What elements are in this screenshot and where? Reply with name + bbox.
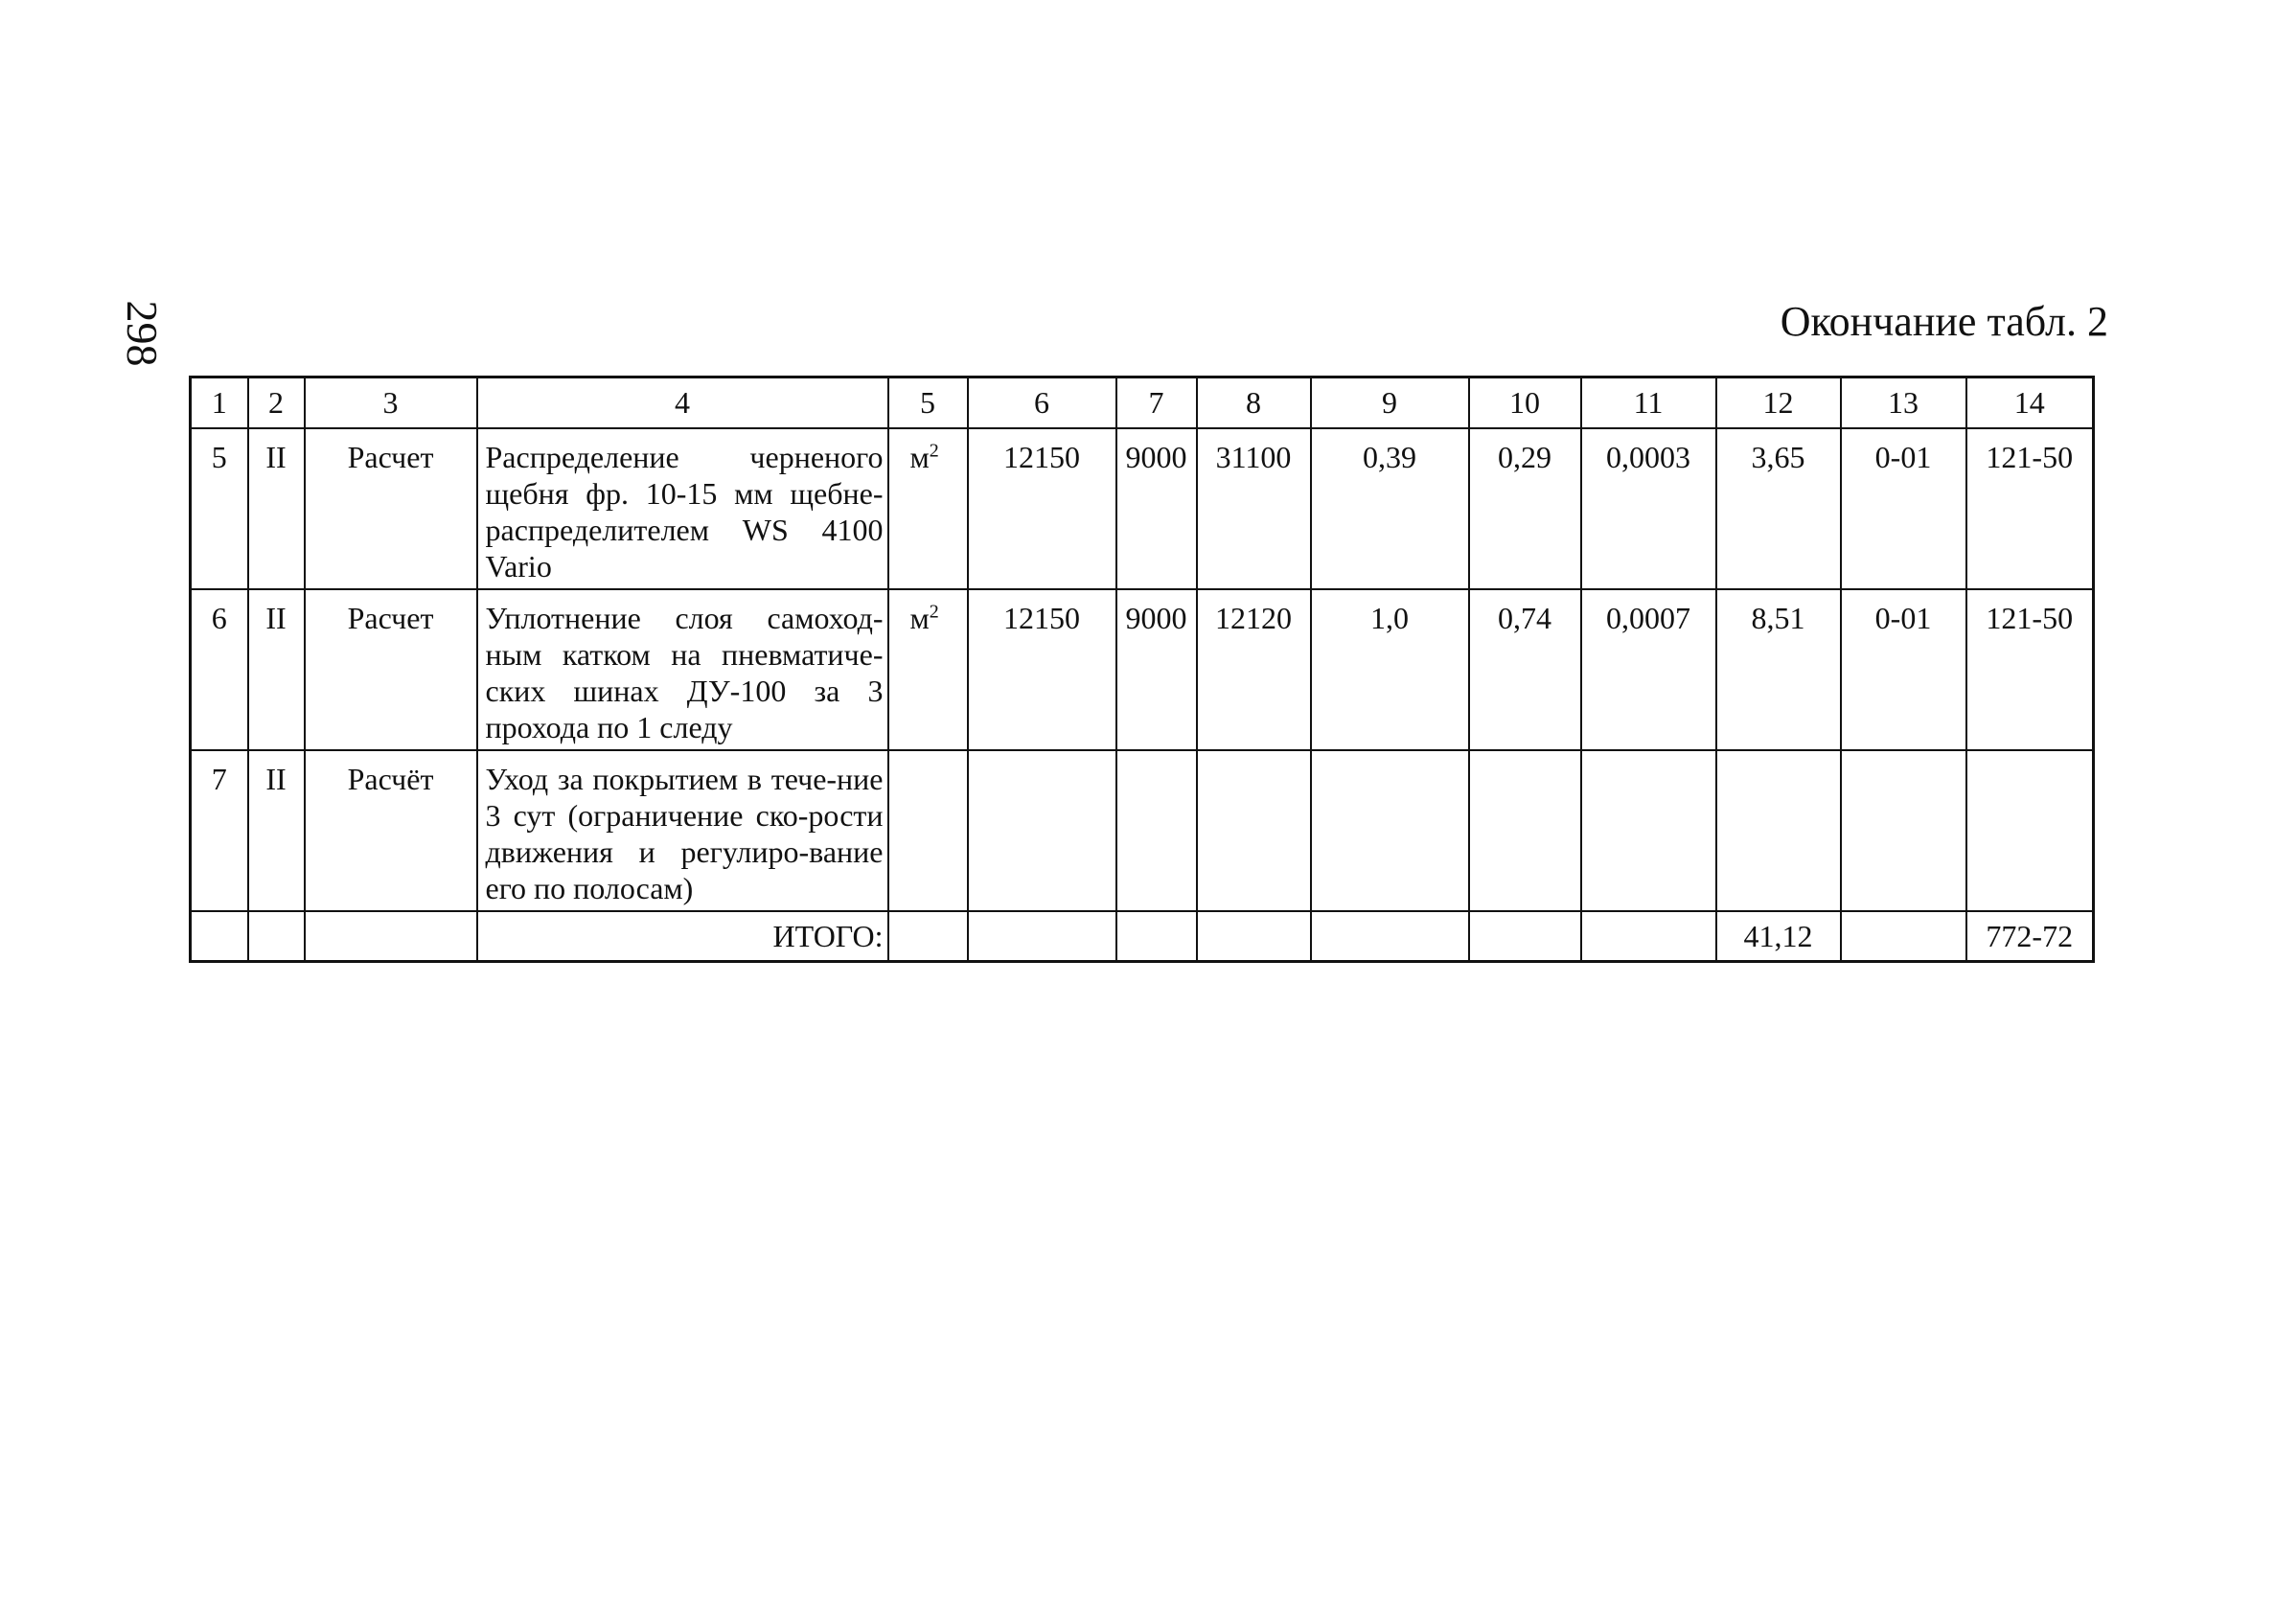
category-cell: II: [248, 750, 305, 911]
method-cell: Расчет: [305, 428, 477, 589]
header-cell: 9: [1311, 377, 1469, 428]
empty-cell: [1581, 911, 1716, 962]
header-cell: 3: [305, 377, 477, 428]
table-caption: Окончание табл. 2: [1780, 298, 2108, 345]
unit-cell: [888, 589, 968, 750]
unit-cell: [888, 750, 968, 911]
value-cell: 121-50: [1966, 428, 2094, 589]
category-cell: II: [248, 589, 305, 750]
value-cell: [1197, 750, 1311, 911]
value-cell: 0,74: [1469, 589, 1581, 750]
header-cell: 7: [1116, 377, 1197, 428]
header-cell: 5: [888, 377, 968, 428]
table-row: [191, 589, 2094, 750]
value-cell: [1841, 750, 1966, 911]
value-cell: [968, 750, 1116, 911]
value-cell: 0,39: [1311, 428, 1469, 589]
empty-cell: [968, 911, 1116, 962]
value-cell: 12120: [1197, 589, 1311, 750]
unit-cell: [888, 428, 968, 589]
total-label: ИТОГО:: [477, 911, 888, 962]
header-cell: 13: [1841, 377, 1966, 428]
total-row: [191, 911, 2094, 962]
method-cell: Расчёт: [305, 750, 477, 911]
value-cell: 31100: [1197, 428, 1311, 589]
value-cell: [1469, 750, 1581, 911]
unit-base: м: [909, 600, 930, 635]
value-cell: 0-01: [1841, 428, 1966, 589]
description-cell: Уход за покрытием в тече-ние 3 сут (ограничение ско-рости движения и регулиро-вание его по полосам): [477, 750, 888, 911]
header-cell: 8: [1197, 377, 1311, 428]
page-number: 298: [118, 300, 167, 367]
value-cell: 0,0003: [1581, 428, 1716, 589]
table-header-row: [191, 377, 2094, 428]
value-cell: [1581, 750, 1716, 911]
header-cell: 12: [1716, 377, 1841, 428]
empty-cell: [305, 911, 477, 962]
value-cell: [1716, 750, 1841, 911]
value-cell: 3,65: [1716, 428, 1841, 589]
header-cell: 6: [968, 377, 1116, 428]
row-number: 5: [191, 428, 248, 589]
row-number: 6: [191, 589, 248, 750]
empty-cell: [1841, 911, 1966, 962]
table-row: [191, 428, 2094, 589]
value-cell: 12150: [968, 428, 1116, 589]
header-cell: 14: [1966, 377, 2094, 428]
total-cost: 772-72: [1966, 911, 2094, 962]
header-cell: 10: [1469, 377, 1581, 428]
empty-cell: [1311, 911, 1469, 962]
value-cell: [1311, 750, 1469, 911]
value-cell: 12150: [968, 589, 1116, 750]
unit-exponent: 2: [929, 600, 939, 622]
value-cell: 0-01: [1841, 589, 1966, 750]
header-cell: 11: [1581, 377, 1716, 428]
value-cell: 9000: [1116, 589, 1197, 750]
header-cell: 4: [477, 377, 888, 428]
empty-cell: [1116, 911, 1197, 962]
value-cell: 1,0: [1311, 589, 1469, 750]
row-number: 7: [191, 750, 248, 911]
empty-cell: [888, 911, 968, 962]
value-cell: 0,0007: [1581, 589, 1716, 750]
description-cell: Распределение черненого щебня фр. 10-15 мм щебне-распределителем WS 4100 Vario: [477, 428, 888, 589]
value-cell: [1116, 750, 1197, 911]
value-cell: 0,29: [1469, 428, 1581, 589]
empty-cell: [1469, 911, 1581, 962]
data-table: [189, 376, 2095, 963]
unit-exponent: 2: [929, 439, 939, 461]
description-cell: Уплотнение слоя самоход-ным катком на пневматиче-ских шинах ДУ-100 за 3 прохода по 1 следу: [477, 589, 888, 750]
unit-base: м: [909, 439, 930, 474]
empty-cell: [1197, 911, 1311, 962]
method-cell: Расчет: [305, 589, 477, 750]
value-cell: [1966, 750, 2094, 911]
header-cell: 1: [191, 377, 248, 428]
empty-cell: [248, 911, 305, 962]
table-row: [191, 750, 2094, 911]
value-cell: 121-50: [1966, 589, 2094, 750]
value-cell: 9000: [1116, 428, 1197, 589]
value-cell: 8,51: [1716, 589, 1841, 750]
header-cell: 2: [248, 377, 305, 428]
empty-cell: [191, 911, 248, 962]
category-cell: II: [248, 428, 305, 589]
total-hours: 41,12: [1716, 911, 1841, 962]
